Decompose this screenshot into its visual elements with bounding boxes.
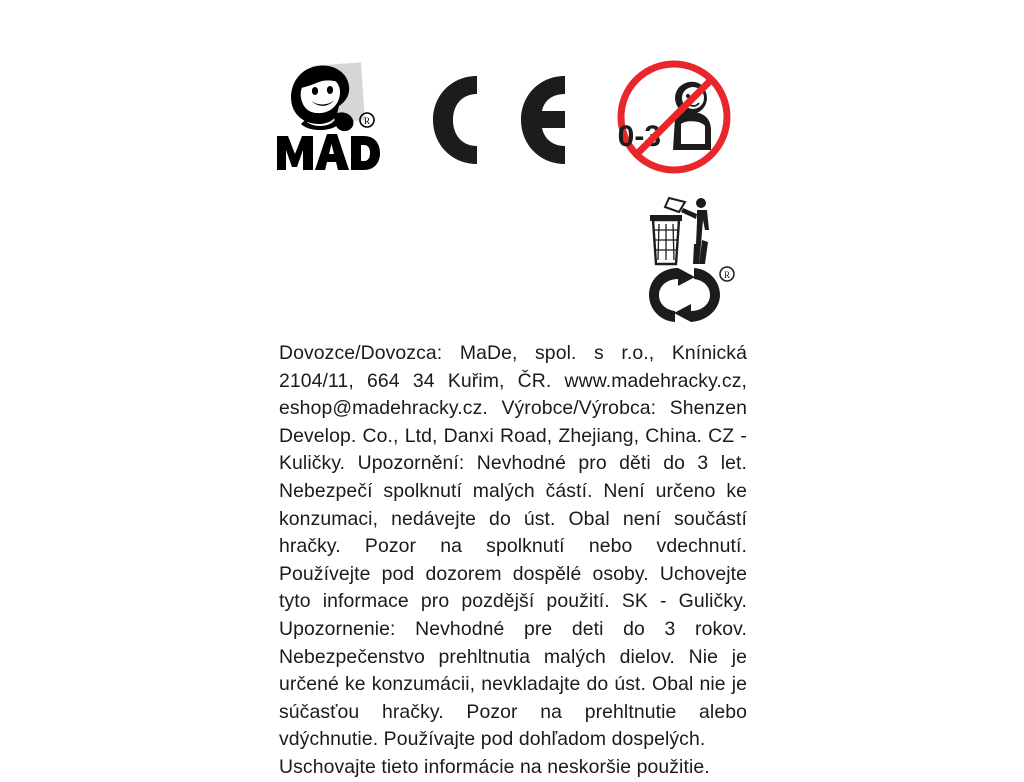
green-dot-icon <box>645 264 735 326</box>
do-not-litter-artwork <box>645 196 725 268</box>
green-dot-artwork <box>645 264 735 326</box>
legal-text-tail: Uschovajte tieto informácie na neskoršie použitie. <box>279 755 710 778</box>
legal-text-block <box>279 340 747 782</box>
ce-mark <box>425 70 570 170</box>
ce-mark-artwork <box>425 70 570 170</box>
legal-text-main: Dovozce/Dovozca: MaDe, spol. s r.o., Knínická 2104/11, 664 34 Kuřim, ČR. www.madehracky.cz, eshop@madehracky.cz. Výrobce/Výrobca: Shenzen Develop. Co., Ltd, Danxi Road, Zhejiang, China. CZ - Kuličky. Upozornění: Nevhodné pro děti do 3 let. Nebezpečí spolknutí malých částí. Není určeno ke konzumaci, nedávejte do úst. Obal není součástí hračky. Pozor na spolknutí nebo vdechnutí. Používejte pod dozorem dospělé osoby. Uchovejte tyto informace pro pozdější použití. SK - Guličky. Upozornenie: Nevhodné pre deti do 3 rokov. Nebezpečenstvo prehltnutia malých dielov. Nie je určené ke konzumácii, nevkladajte do úst. Obal nie je súčasťou hračky. Pozor na prehltnutie alebo vdýchnutie. Používajte pod dohľadom dospelých. <box>279 342 747 751</box>
svg-text:R: R <box>363 116 371 126</box>
svg-text:0-3: 0-3 <box>617 120 661 153</box>
age-warning-0-3-icon <box>615 58 733 176</box>
compliance-marks-row <box>275 58 755 188</box>
svg-text:R: R <box>723 270 731 280</box>
age-warning-artwork <box>615 58 733 176</box>
do-not-litter-icon <box>645 196 725 268</box>
made-logo-artwork <box>275 58 380 178</box>
made-logo <box>275 58 380 178</box>
